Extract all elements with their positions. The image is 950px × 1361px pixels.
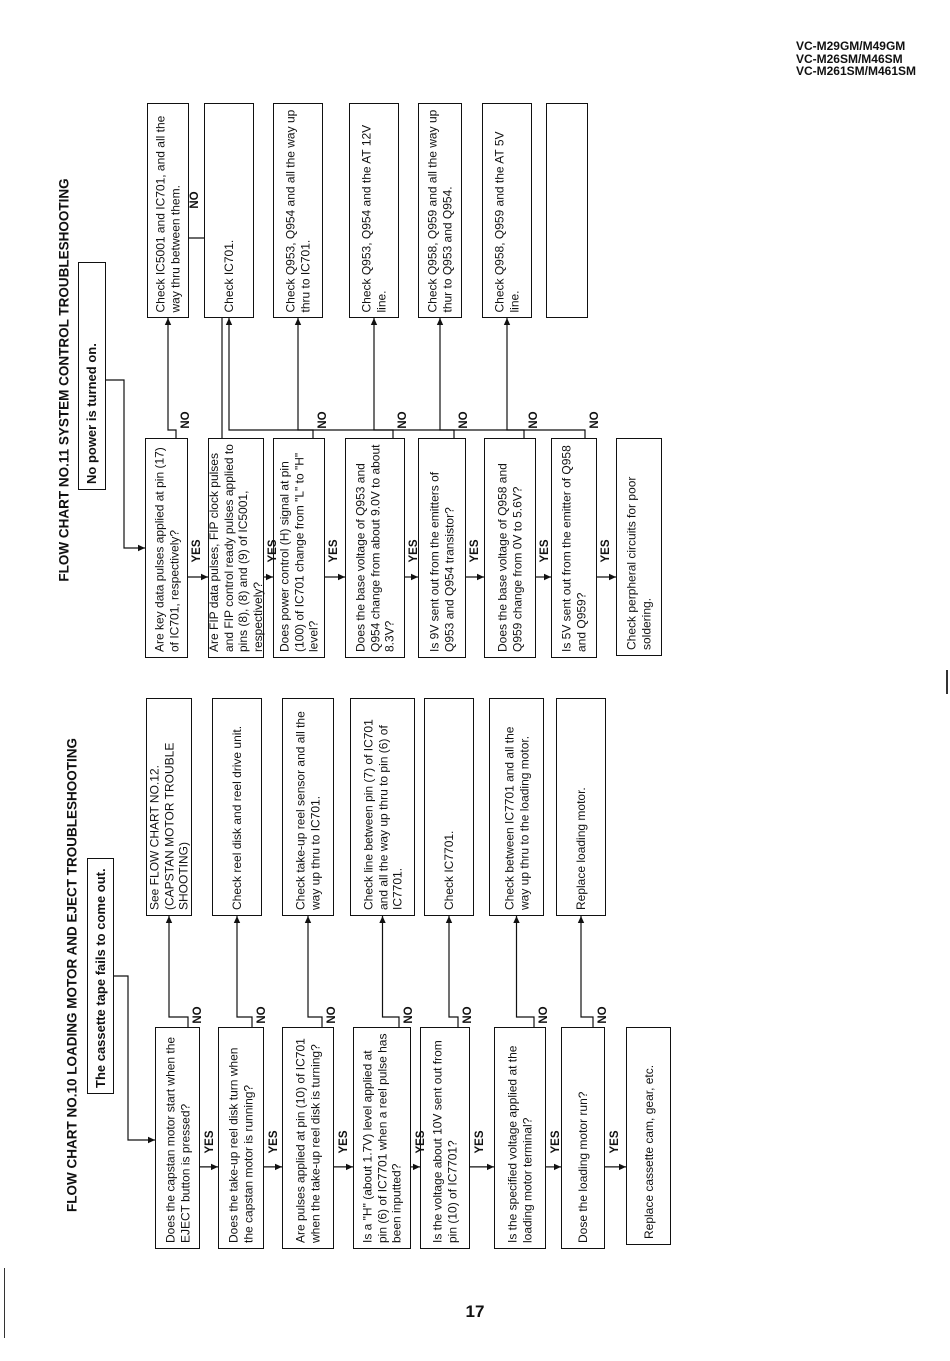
chart10-no-label-3: NO (326, 1006, 338, 1024)
chart10-question-2-text: Does the take-up reel disk turn when the capstan motor is running? (226, 1047, 255, 1243)
chart11-question-2-text: Are FIP data pulses, FIP clock pulses and FIP control ready pulses applied to pins (8), (8) and (9) of IC5001, respectively? (207, 444, 265, 652)
chart10-action-1 (146, 698, 192, 916)
chart11-question-4-text: Does the base voltage of Q953 and Q954 change from about 9.0V to about 8.3V? (353, 444, 397, 652)
chart11-action-4 (349, 103, 399, 318)
chart11-question-6 (484, 438, 536, 658)
chart11-action-3-text: Check Q953, Q954 and all the way up thru to IC701. (283, 109, 312, 312)
chart10-yes-label-3: YES (338, 1130, 350, 1154)
chart11-no-line-6-arrowhead (437, 318, 443, 325)
chart11-yes-line-6-arrowhead (544, 574, 551, 580)
chart11-action-3 (273, 103, 323, 318)
chart10-start-box (87, 858, 114, 1094)
chart11-no-line-5-arrowhead (371, 318, 377, 325)
chart11-start-box (78, 262, 106, 490)
chart11-yes-label-3: YES (328, 539, 340, 563)
chart11-action-1 (147, 103, 189, 318)
model-line: VC-M261SM/M461SM (795, 64, 916, 78)
chart11-question-5 (418, 438, 466, 658)
chart10-action-2 (212, 698, 262, 916)
chart11-no-line-3 (229, 318, 313, 438)
chart10-yes-line-3-arrowhead (346, 1164, 353, 1170)
chart10-action-4 (350, 698, 415, 916)
chart10-no-line-6 (517, 916, 535, 1027)
chart11-no-line-1-arrowhead (165, 318, 171, 325)
chart10-question-3 (282, 1027, 334, 1249)
chart11-question-8 (616, 438, 662, 656)
chart11-no-label-7: NO (589, 411, 601, 429)
chart10-no-line-1-arrowhead (166, 916, 172, 923)
chart11-no-line-7 (507, 318, 585, 438)
chart11-yes-label-6: YES (539, 539, 551, 563)
chart11-yes-label-5: YES (469, 539, 481, 563)
chart10-no-line-7 (581, 916, 593, 1027)
chart11-start-box-text: No power is turned on. (83, 343, 99, 484)
chart10-yes-line-5-arrowhead (487, 1164, 494, 1170)
chart10-question-6-text: Is the specified voltage applied at the loading motor terminal? (505, 1045, 534, 1243)
chart10-question-1-text: Does the capstan motor start when the EJECT button is pressed? (163, 1036, 192, 1243)
chart10-no-line-4 (383, 916, 400, 1027)
chart10-no-line-6-arrowhead (513, 916, 519, 923)
chart10-question-4-text: Is a "H" (about 1.7V) level applied at pin (6) of IC7701 when a reel pulse has been inputted? (360, 1033, 404, 1243)
chart11-question-1 (145, 438, 188, 658)
chart10-yes-line-6-arrowhead (554, 1164, 561, 1170)
chart10-no-line-2 (237, 916, 252, 1027)
chart11-no-label-2: NO (189, 191, 201, 209)
chart11-no-line-4 (298, 318, 393, 438)
model-line: VC-M26SM/M46SM (795, 51, 903, 66)
chart10-action-6-text: Check between IC7701 and all the way up thru to the loading motor. (502, 726, 531, 910)
chart11-action-6 (482, 103, 532, 318)
chart10-no-line-3-arrowhead (305, 916, 311, 923)
chart11-question-1-text: Are key data pulses applied at pin (17) of IC701, respectively? (152, 447, 181, 652)
chart10-no-line-5-arrowhead (446, 916, 452, 923)
chart11-yes-line-2-arrowhead (266, 574, 273, 580)
chart10-no-line-2-arrowhead (234, 916, 240, 923)
chart10-action-3-text: Check take-up reel sensor and all the way up thru to IC701. (293, 711, 322, 910)
chart10-question-2 (218, 1027, 264, 1249)
chart10-no-line-1 (169, 916, 188, 1027)
chart11-action-1-text: Check IC5001 and IC701, and all the way thru between them. (153, 115, 182, 312)
chart11-yes-label-7: YES (600, 539, 612, 563)
chart11-question-4 (345, 438, 405, 658)
chart11-action-2 (204, 103, 254, 318)
model-line: VC-M29GM/M49GM (795, 39, 906, 53)
chart10-question-1 (155, 1027, 200, 1249)
chart10-action-6 (489, 698, 544, 916)
chart10-action-2-text: Check reel disk and reel drive unit. (229, 725, 244, 910)
chart11-no-line-1 (168, 318, 176, 438)
chart10-yes-label-4: YES (415, 1130, 427, 1154)
chart11-question-5-text: Is 9V sent out from the emitters of Q953 and Q954 transistor? (427, 471, 456, 652)
chart10-no-line-7-arrowhead (578, 916, 584, 923)
chart10-question-4 (353, 1027, 411, 1249)
chart10-yes-line-1-arrowhead (211, 1164, 218, 1170)
chart10-yes-line-7-arrowhead (619, 1164, 626, 1170)
chart11-yes-line-4-arrowhead (411, 574, 418, 580)
chart10-action-3 (282, 698, 334, 916)
chart10-no-line-3 (308, 916, 322, 1027)
chart10-no-label-4: NO (403, 1006, 415, 1024)
chart10-no-line-4-arrowhead (379, 916, 385, 923)
chart10-action-7-text: Replace loading motor. (573, 787, 588, 910)
chart10-question-7 (561, 1027, 605, 1249)
chart10-yes-line-4-arrowhead (413, 1164, 420, 1170)
chart11-no-label-6: NO (528, 411, 540, 429)
chart10-no-label-7: NO (597, 1006, 609, 1024)
chart11-action-4-text: Check Q953, Q954 and the AT 12V line. (359, 124, 388, 312)
chart10-action-4-text: Check line between pin (7) of IC701 and all the way up thru to pin (6) of IC7701. (360, 719, 404, 910)
chart11-no-label-1: NO (180, 411, 192, 429)
chart10-yes-label-5: YES (474, 1130, 486, 1154)
chart10-start-box-text: The cassette tape fails to come out. (92, 868, 108, 1088)
chart11-no-line-5 (374, 318, 454, 438)
chart11-question-3-text: Does power control (H) signal at pin (100) of IC701 change from "L" to "H" level? (277, 452, 321, 652)
chart10-yes-label-2: YES (268, 1130, 280, 1154)
chart10-action-5-text: Check IC7701. (441, 830, 456, 910)
chart11-question-6-text: Does the base voltage of Q958 and Q959 change from 0V to 5.6V? (495, 463, 524, 652)
chart10-no-line-5 (449, 916, 458, 1027)
chart10-action-7 (556, 698, 606, 916)
chart10-start-connector-arrowhead (148, 1137, 155, 1143)
chart11-yes-line-7-arrowhead (609, 574, 616, 580)
chart11-no-line-6 (440, 318, 524, 438)
chart11-no-line-4-arrowhead (295, 318, 301, 325)
chart10-start-connector (114, 976, 155, 1140)
chart11-question-7 (551, 438, 597, 658)
chart10-question-6 (494, 1027, 546, 1249)
chart10-title: FLOW CHART NO.10 LOADING MOTOR AND EJECT TROUBLESHOOTING (64, 737, 80, 1213)
chart11-no-line-7-arrowhead (504, 318, 510, 325)
chart11-no-label-3: NO (317, 411, 329, 429)
chart11-question-7-text: Is 5V sent out from the emitter of Q958 and Q959? (559, 445, 588, 652)
chart10-question-8-text: Replace cassette cam, gear, etc. (641, 1064, 656, 1239)
chart10-question-5 (420, 1027, 470, 1249)
chart10-question-7-text: Dose the loading motor run? (575, 1091, 590, 1243)
chart11-yes-line-3-arrowhead (338, 574, 345, 580)
chart11-question-2 (208, 438, 264, 658)
chart11-action-5 (418, 103, 462, 318)
page-number: 17 (465, 1302, 485, 1321)
chart10-action-5 (424, 698, 474, 916)
chart11-start-connector-arrowhead (138, 545, 145, 551)
chart10-yes-line-2-arrowhead (275, 1164, 282, 1170)
chart10-action-1-text: See FLOW CHART NO.12. (CAPSTAN MOTOR TROUBLE SHOOTING) (147, 742, 191, 910)
chart10-yes-label-1: YES (204, 1130, 216, 1154)
chart11-yes-label-2: YES (267, 539, 279, 563)
chart11-question-8-text: Check perpheral circuits for poor soldering. (624, 476, 653, 650)
chart11-action-6-text: Check Q958, Q959 and the AT 5V line. (492, 130, 521, 312)
chart10-question-3-text: Are pulses applied at pin (10) of IC701 when the take-up reel disk is turning? (293, 1038, 322, 1243)
chart11-action-5-text: Check Q958, Q959 and all the way up thur to Q953 and Q954. (425, 109, 454, 312)
chart11-title: FLOW CHART NO.11 SYSTEM CONTROL TROUBLESHOOTING (56, 178, 72, 582)
chart11-yes-label-1: YES (191, 539, 203, 563)
chart11-no-label-4: NO (397, 411, 409, 429)
chart10-no-label-2: NO (256, 1006, 268, 1024)
chart11-no-line-3-arrowhead (226, 318, 232, 325)
chart11-action-7 (546, 103, 588, 318)
chart10-yes-label-6: YES (550, 1130, 562, 1154)
chart10-no-label-1: NO (192, 1006, 204, 1024)
chart10-yes-label-7: YES (609, 1130, 621, 1154)
chart11-action-2-text: Check IC701. (221, 239, 236, 312)
chart10-question-8 (626, 1027, 671, 1245)
chart10-no-label-5: NO (462, 1006, 474, 1024)
chart10-no-label-6: NO (538, 1006, 550, 1024)
chart11-yes-line-5-arrowhead (477, 574, 484, 580)
chart11-yes-label-4: YES (408, 539, 420, 563)
chart10-question-5-text: Is the voltage about 10V sent out from pin (10) of IC7701? (430, 1040, 459, 1243)
chart11-start-connector (106, 380, 145, 548)
chart11-question-3 (273, 438, 325, 658)
chart11-no-label-5: NO (458, 411, 470, 429)
